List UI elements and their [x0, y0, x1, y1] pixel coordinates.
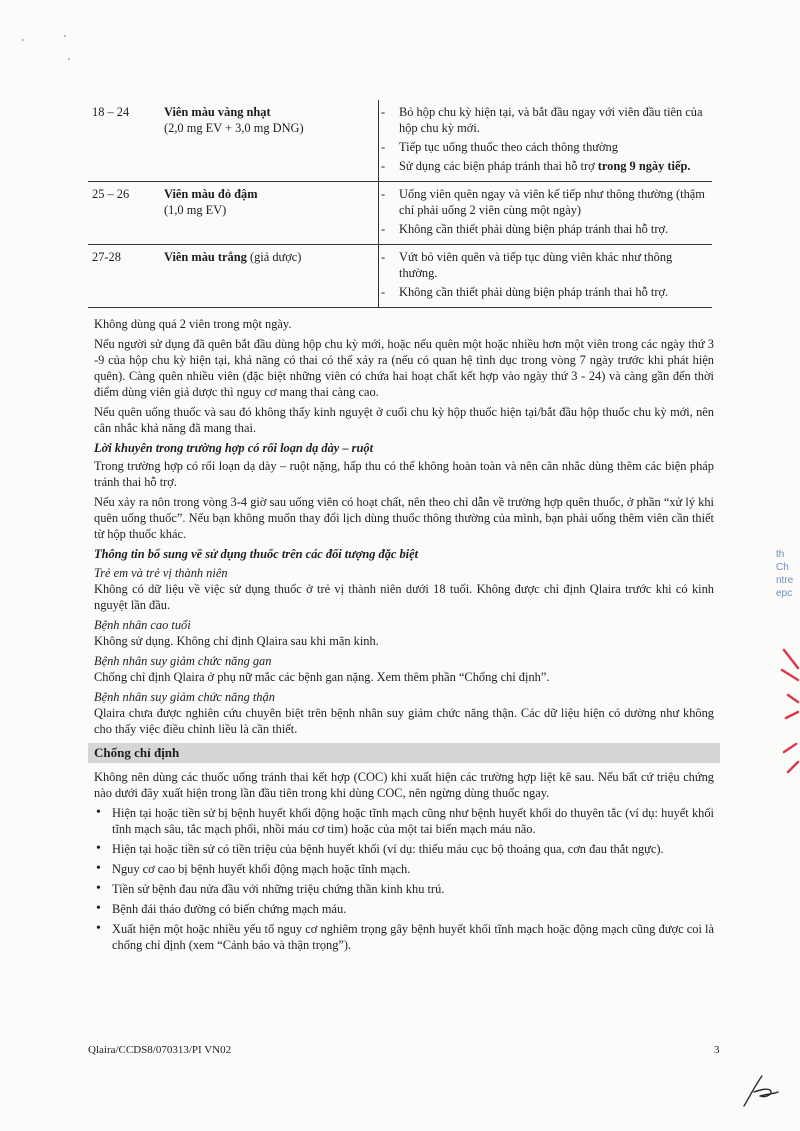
list-item: - Vứt bỏ viên quên và tiếp tục dùng viên khác như thông thường. — [379, 249, 712, 281]
list-item: - Không cần thiết phải dùng biện pháp tránh thai hỗ trợ. — [379, 221, 712, 237]
table-cell-pill — [154, 100, 379, 182]
subheading-kidney: Bệnh nhân suy giảm chức năng thận — [94, 690, 275, 704]
table-cell-pill — [154, 245, 379, 308]
list-item-emphasis: trong 9 ngày tiếp. — [597, 159, 691, 173]
scan-dot — [22, 39, 24, 41]
paragraph: Không sử dụng. Không chỉ định Qlaira sau khi mãn kinh. — [94, 634, 379, 648]
paragraph: Nếu xảy ra nôn trong vòng 3-4 giờ sau uống viên có hoạt chất, nên theo chỉ dẫn về trường hợp quên thuốc, ở phần “xử lý khi quên uống thuốc”. Nếu bạn không muốn thay đổi lịch dùng thuốc thông thường của mình, bạn phải uống thêm viên cần thiết từ hộp thuốc khác. — [94, 495, 714, 541]
paragraph: Nếu người sử dụng đã quên bắt đầu dùng hộp chu kỳ mới, hoặc nếu quên một hoặc nhiều hơn một viên trong các ngày thứ 3 -9 của hộp chu kỳ hiện tại, khả năng có thai có thể xảy ra (nếu có quan hệ tình dục trong vòng 7 ngày trước khi phát hiện quên). Càng quên nhiều viên (đặc biệt những viên có chứa hai hoạt chất kết hợp vào ngày thứ 3 - 24) và càng gần đến thời điểm dùng viên giả dược thì nguy cơ mang thai càng cao. — [94, 337, 714, 399]
contraindications-list — [94, 805, 714, 953]
table-cell-actions — [379, 245, 713, 308]
paragraph: Nếu quên uống thuốc và sau đó không thấy kinh nguyệt ở cuối chu kỳ hộp thuốc hiện tại/bắt đầu hộp thuốc chu kỳ mới, nên cân nhắc khả năng đã mang thai. — [94, 405, 714, 435]
subheading-liver: Bệnh nhân suy giảm chức năng gan — [94, 654, 272, 668]
pill-name: Viên màu vàng nhạt — [164, 105, 271, 119]
table-cell-actions — [379, 182, 713, 245]
scan-dot — [64, 35, 66, 37]
list-item: • Tiền sử bệnh đau nửa đầu với những triệu chứng thần kinh khu trú. — [94, 881, 714, 897]
missed-pill-table — [88, 100, 712, 308]
list-item: - Tiếp tục uống thuốc theo cách thông thường — [379, 139, 712, 155]
page-number: 3 — [714, 1044, 720, 1056]
list-item — [379, 158, 712, 174]
red-mark-icon — [778, 640, 800, 790]
subheading-children: Trẻ em và trẻ vị thành niên — [94, 566, 228, 580]
body-text — [94, 316, 714, 957]
bleed-text: epc — [776, 588, 793, 599]
list-item: - Không cần thiết phải dùng biện pháp tránh thai hỗ trợ. — [379, 284, 712, 300]
table-row — [88, 245, 712, 308]
list-item: - Bỏ hộp chu kỳ hiện tại, và bắt đầu ngay với viên đầu tiên của hộp chu kỳ mới. — [379, 104, 712, 136]
subheading-special-populations: Thông tin bổ sung về sử dụng thuốc trên các đối tượng đặc biệt — [94, 547, 419, 561]
paragraph: Qlaira chưa được nghiên cứu chuyên biệt trên bệnh nhân suy giảm chức năng thận. Các dữ liệu hiện có dường như không cho thấy việc điều chỉnh liều là cần thiết. — [94, 706, 714, 736]
table-cell-days: 25 – 26 — [92, 187, 130, 201]
paragraph: Chống chỉ định Qlaira ở phụ nữ mắc các bệnh gan nặng. Xem thêm phần “Chống chỉ định”. — [94, 670, 550, 684]
pill-name: Viên màu trắng — [164, 250, 247, 264]
list-item: • Hiện tại hoặc tiền sử bị bệnh huyết khối động hoặc tĩnh mạch cũng như bệnh huyết khối do thuyên tắc (ví dụ: huyết khối tĩnh mạch sâu, tắc mạch phổi, nhồi máu cơ tim) hoặc của một tai biến mạch máu não. — [94, 805, 714, 837]
table-row — [88, 100, 712, 182]
table-cell-days: 18 – 24 — [92, 105, 130, 119]
paragraph: Không có dữ liệu về việc sử dụng thuốc ở trẻ vị thành niên dưới 18 tuổi. Không được chỉ định Qlaira trước khi có kinh nguyệt lần đầu. — [94, 582, 714, 612]
list-item: • Bệnh đái tháo đường có biến chứng mạch máu. — [94, 901, 714, 917]
paragraph: Không dùng quá 2 viên trong một ngày. — [94, 317, 292, 331]
paragraph: Trong trường hợp có rối loạn dạ dày – ruột nặng, hấp thu có thể không hoàn toàn và nên cân nhắc dùng thêm các biện pháp tránh thai hỗ trợ. — [94, 459, 714, 489]
pill-detail: (giả dược) — [249, 250, 302, 264]
bleed-text: Ch — [776, 562, 789, 573]
table-cell-pill — [154, 182, 379, 245]
list-item: • Nguy cơ cao bị bệnh huyết khối động mạch hoặc tĩnh mạch. — [94, 861, 714, 877]
table-row — [88, 182, 712, 245]
list-item: - Uống viên quên ngay và viên kế tiếp như thông thường (thậm chí phải uống 2 viên cùng một ngày) — [379, 186, 712, 218]
list-item: • Hiện tại hoặc tiền sử có tiền triệu của bệnh huyết khối (ví dụ: thiếu máu cục bộ thoáng qua, cơn đau thắt ngực). — [94, 841, 714, 857]
subheading-gi-disorders: Lời khuyên trong trường hợp có rối loạn dạ dày – ruột — [94, 441, 374, 455]
list-item-text: Sử dụng các biện pháp tránh thai hỗ trợ — [399, 159, 595, 173]
handwritten-initials-icon — [740, 1070, 782, 1110]
table-cell-days: 27-28 — [92, 250, 121, 264]
list-item: • Xuất hiện một hoặc nhiều yếu tố nguy cơ nghiêm trọng gây bệnh huyết khối tĩnh mạch hoặc động mạch cũng được coi là chống chỉ định (xem “Cảnh báo và thận trọng”). — [94, 921, 714, 953]
section-title-contraindications: Chống chỉ định — [88, 743, 720, 763]
document-code: Qlaira/CCDS8/070313/PI VN02 — [88, 1044, 232, 1056]
scan-dot — [68, 58, 70, 60]
bleed-through-text — [776, 548, 793, 600]
table-cell-actions — [379, 100, 713, 182]
pill-detail: (2,0 mg EV + 3,0 mg DNG) — [164, 121, 304, 135]
paragraph: Không nên dùng các thuốc uống tránh thai kết hợp (COC) khi xuất hiện các trường hợp liệt kê sau. Nếu bất cứ triệu chứng nào dưới đây xuất hiện trong lần đầu tiên trong khi dùng COC, nên ngừng dùng thuốc ngay. — [94, 770, 714, 800]
bleed-text: th — [776, 549, 785, 560]
pill-detail: (1,0 mg EV) — [164, 203, 227, 217]
bleed-text: ntre — [776, 575, 794, 586]
subheading-elderly: Bệnh nhân cao tuổi — [94, 618, 191, 632]
pill-name: Viên màu đỏ đậm — [164, 187, 258, 201]
